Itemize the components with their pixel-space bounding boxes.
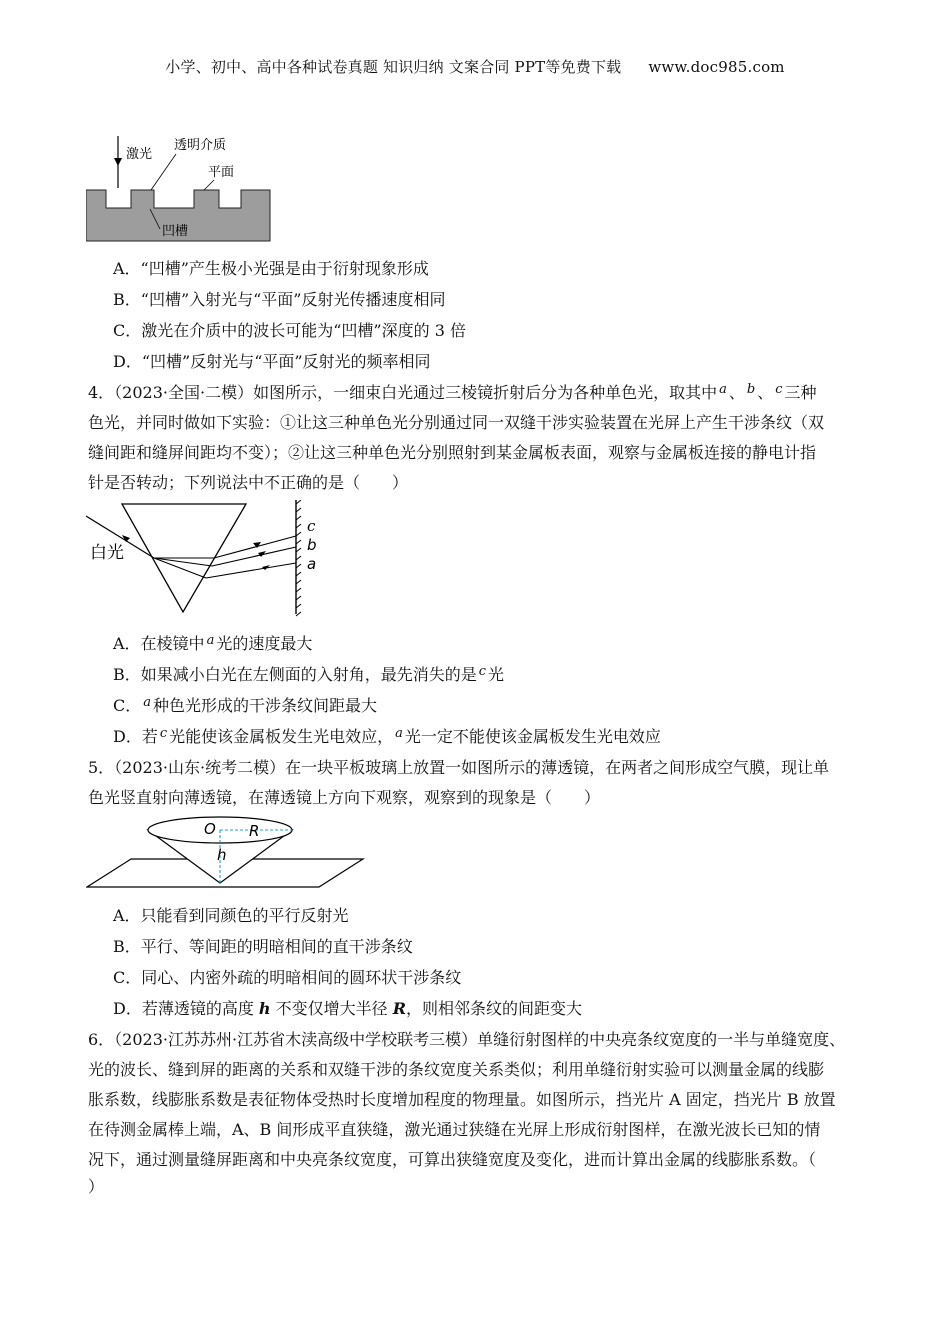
label-O: O [204, 820, 216, 838]
q6-stem-line-4: 在待测金属棒上端，A、B 间形成平直狭缝，激光通过狭缝在光屏上形成衍射图样，在激光波长已知的情 [88, 1120, 821, 1139]
var-a: a [719, 382, 727, 397]
q6-stem-line-1: 6．（2023·江苏苏州·江苏省木渎高级中学校联考三模）单缝衍射图样的中央亮条纹宽度的一半与单缝宽度、 [88, 1030, 846, 1049]
prism-diagram [86, 500, 326, 618]
q6-stem-line-6: ） [88, 1177, 105, 1196]
q4-option-d: D．若 $^c$ 光能使该金属板发生光电效应， $^a$ 光一定不能使该金属板发生光电效应 [113, 726, 661, 746]
q3-option-d: D．“凹槽”反射光与“平面”反射光的频率相同 [113, 352, 431, 371]
q5-stem-line-2: 色光竖直射向薄透镜，在薄透镜上方向下观察，观察到的现象是（ ） [88, 788, 601, 807]
label-a: a [307, 555, 317, 573]
header-site-text: 小学、初中、高中各种试卷真题 知识归纳 文案合同 PPT等免费下载 [165, 58, 622, 76]
var-b: b [746, 382, 756, 397]
label-medium: 透明介质 [174, 138, 227, 153]
page-header [0, 56, 950, 77]
q4-option-a: A．在棱镜中 $^a$ 光的速度最大 [113, 633, 313, 653]
header-url: www.doc985.com [648, 58, 785, 76]
label-c: c [307, 517, 316, 535]
label-white-light: 白光 [90, 543, 124, 563]
q5-option-d: D．若薄透镜的高度 h 不变仅增大半径 R，则相邻条纹的间距变大 [113, 999, 583, 1018]
label-plane: 平面 [208, 165, 235, 180]
q5-option-a: A．只能看到同颜色的平行反射光 [113, 906, 349, 925]
q6-stem-line-5: 况下，通过测量缝屏距离和中央亮条纹宽度，可算出狭缝宽度及变化，进而计算出金属的线膨胀系数。（ [88, 1150, 817, 1169]
q5-option-b: B．平行、等间距的明暗相间的直干涉条纹 [113, 937, 413, 956]
q6-stem-line-3: 胀系数，线膨胀系数是表征物体受热时长度增加程度的物理量。如图所示，挡光片 A 固定，挡光片 B 放置 [88, 1090, 836, 1109]
q3-option-a: A．“凹槽”产生极小光强是由于衍射现象形成 [113, 259, 429, 278]
groove-diagram [86, 128, 286, 244]
lens-diagram [86, 812, 366, 890]
q6-stem-line-2: 光的波长、缝到屏的距离的关系和双缝干涉的条纹宽度关系类似；利用单缝衍射实验可以测量金属的线膨 [88, 1060, 825, 1079]
q5-option-c: C．同心、内密外疏的明暗相间的圆环状干涉条纹 [113, 968, 462, 987]
var-c: c [775, 382, 783, 397]
q4-stem-line-3: 缝间距和缝屏间距均不变）；②让这三种单色光分别照射到某金属板表面，观察与金属板连接的静电计指 [88, 443, 817, 462]
q4-stem-line-4: 针是否转动；下列说法中不正确的是（ ） [88, 473, 409, 492]
q4-option-b: B．如果减小白光在左侧面的入射角，最先消失的是 $^c$ 光 [113, 664, 505, 684]
q5-stem-line-1: 5．（2023·山东·统考二模）在一块平板玻璃上放置一如图所示的薄透镜，在两者之间形成空气膜，现让单 [88, 758, 830, 777]
q3-option-b: B．“凹槽”入射光与“平面”反射光传播速度相同 [113, 290, 446, 309]
q4-option-c: C． $^a$ 种色光形成的干涉条纹间距最大 [113, 695, 378, 715]
label-h: h [217, 846, 227, 864]
label-b: b [307, 536, 317, 554]
label-laser: 激光 [126, 147, 153, 162]
label-R: R [249, 822, 260, 840]
label-groove: 凹槽 [162, 224, 189, 239]
q4-stem-line-1: 4．（2023·全国·二模）如图所示，一细束白光通过三棱镜折射后分为各种单色光，取其中 $^a$ 、 $^b$ 、 $^c$ 三种 [88, 382, 817, 402]
q3-option-c: C．激光在介质中的波长可能为“凹槽”深度的 3 倍 [113, 321, 466, 340]
q4-stem-line-2: 色光，并同时做如下实验：①让这三种单色光分别通过同一双缝干涉实验装置在光屏上产生干涉条纹（双 [88, 413, 825, 432]
